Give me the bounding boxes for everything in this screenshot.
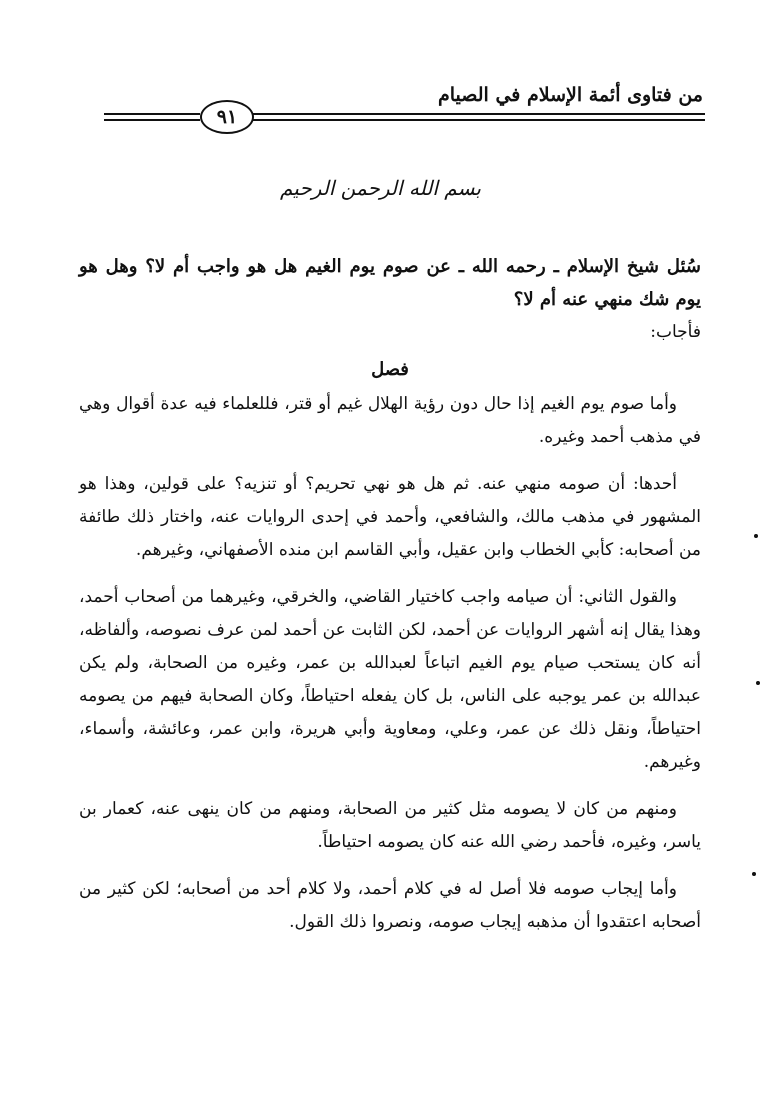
header-rule-left-top [104, 113, 200, 115]
paragraph: والقول الثاني: أن صيامه واجب كاختيار القاضي، والخرقي، وغيرهما من أصحاب أحمد، وهذا يقال إنه أشهر الروايات عن أحمد، لكن الثابت عن أحمد لمن عرف نصوصه، وألفاظه، أنه كان يستحب صيام يوم الغيم اتباعاً لعبدالله بن عمر، وغيره من الصحابة، ولم يكن عبدالله بن عمر يوجبه على الناس، بل كان يفعله احتياطاً، وكان الصحابة فيهم من يصومه احتياطاً، ونقل ذلك عن عمر، وعلي، ومعاوية وأبي هريرة، وابن عمر، وعائشة، وأسماء، وغيرهم. [79, 587, 701, 772]
running-title: من فتاوى أئمة الإسلام في الصيام [438, 84, 703, 106]
page-body [79, 250, 701, 953]
page-header [0, 0, 761, 140]
paragraph: ومنهم من كان لا يصومه مثل كثير من الصحابة، ومنهم من كان ينهى عنه، كعمار بن ياسر، وغيره، فأحمد رضي الله عنه كان يصومه احتياطاً. [79, 799, 701, 852]
margin-mark [756, 681, 760, 685]
paragraph: وأما إيجاب صومه فلا أصل له في كلام أحمد، ولا كلام أحد من أصحابه؛ لكن كثير من أصحابه اعتقدوا أن مذهبه إيجاب صومه، ونصروا ذلك القول. [79, 879, 701, 932]
header-rule-left-bottom [104, 119, 200, 121]
paragraph: أحدها: أن صومه منهي عنه. ثم هل هو نهي تحريم؟ أو تنزيه؟ على قولين، وهذا هو المشهور في مذهب مالك، والشافعي، وأحمد في إحدى الروايات عنه، واختار ذلك طائفة من أصحابه: كأبي الخطاب وابن عقيل، وأبي القاسم ابن منده الأصفهاني، وغيرهم. [79, 474, 701, 560]
paragraph: وأما صوم يوم الغيم إذا حال دون رؤية الهلال غيم أو قتر، فللعلماء فيه عدة أقوال وهي في مذهب أحمد وغيره. [79, 394, 701, 447]
header-rule-right-top [250, 113, 705, 115]
basmala: بسم الله الرحمن الرحيم [279, 176, 481, 200]
margin-mark [754, 534, 758, 538]
section-title: فصل [371, 359, 409, 380]
answer-label: فأجاب: [650, 322, 701, 342]
margin-mark [752, 872, 756, 876]
page-number: ٩١ [200, 100, 254, 134]
header-rule-right-bottom [250, 119, 705, 121]
question-text: سُئل شيخ الإسلام ـ رحمه الله ـ عن صوم يوم الغيم هل هو واجب أم لا؟ وهل هو يوم شك منهي عنه أم لا؟ [79, 256, 701, 310]
